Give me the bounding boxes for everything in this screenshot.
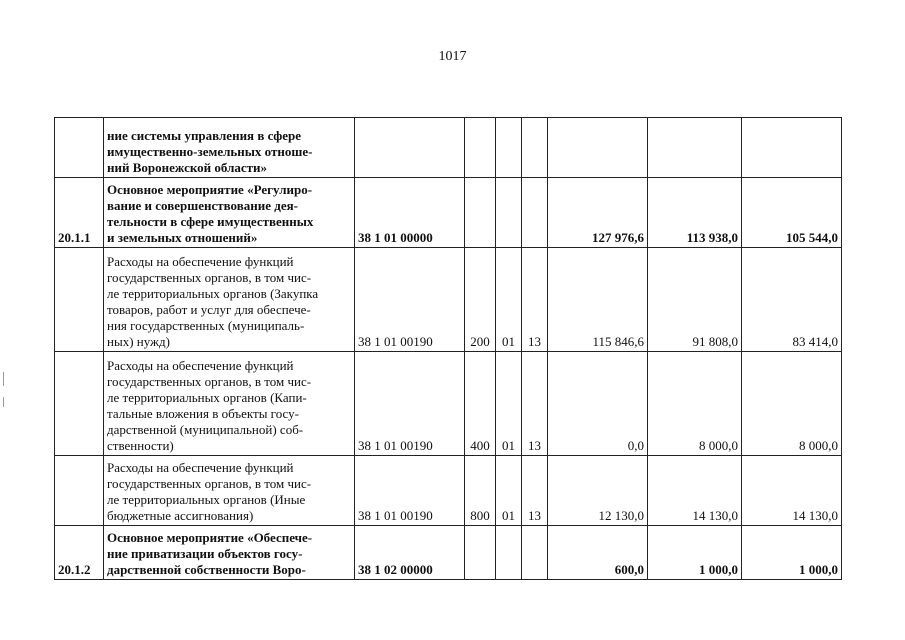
page-number: 1017 [438,49,467,64]
expense-type-code [465,118,496,178]
row-code: 20.1.1 [55,178,104,248]
table-row [55,456,842,526]
description-line: Основное мероприятие «Регулиро- [107,182,313,197]
amount-year-3: 8 000,0 [742,352,842,456]
description-line: ственности) [107,438,174,453]
budget-table [54,117,842,580]
row-code [55,118,104,178]
table-row [55,118,842,178]
target-article-code [355,118,465,178]
amount-year-1: 12 130,0 [548,456,648,526]
description-line: ле территориальных органов (Иные [107,492,306,507]
description-line: государственных органов, в том чис- [107,476,312,491]
scan-edge-mark [3,397,4,407]
table-row [55,178,842,248]
description-line: тельности в сфере имущественных [107,214,314,229]
section-code: 01 [496,248,522,352]
amount-year-1: 127 976,6 [548,178,648,248]
table-row [55,248,842,352]
row-description [104,456,355,526]
subsection-code [522,178,548,248]
row-description [104,248,355,352]
subsection-code: 13 [522,352,548,456]
section-code [496,178,522,248]
description-line: ние системы управления в сфере [107,128,301,143]
description-line: ных) нужд) [107,334,170,349]
expense-type-code: 200 [465,248,496,352]
description-line: Расходы на обеспечение функций [107,358,294,373]
description-line: ний Воронежской области» [107,160,268,175]
amount-year-2: 8 000,0 [648,352,742,456]
target-article-code: 38 1 01 00190 [355,352,465,456]
section-code: 01 [496,456,522,526]
description-line: ле территориальных органов (Закупка [107,286,319,301]
amount-year-3: 1 000,0 [742,526,842,580]
amount-year-1 [548,118,648,178]
section-code: 01 [496,352,522,456]
amount-year-1: 115 846,6 [548,248,648,352]
section-code [496,526,522,580]
description-line: бюджетные ассигнования) [107,508,254,523]
section-code [496,118,522,178]
amount-year-3: 105 544,0 [742,178,842,248]
description-line: имущественно-земельных отноше- [107,144,313,159]
scan-edge-mark [3,372,4,386]
amount-year-2: 91 808,0 [648,248,742,352]
description-line: дарственной собственности Воро- [107,562,306,577]
description-line: ния государственных (муниципаль- [107,318,305,333]
description-line: Расходы на обеспечение функций [107,254,294,269]
table-row [55,526,842,580]
amount-year-3 [742,118,842,178]
subsection-code: 13 [522,248,548,352]
row-description [104,178,355,248]
amount-year-2: 14 130,0 [648,456,742,526]
target-article-code: 38 1 01 00190 [355,248,465,352]
row-description [104,526,355,580]
subsection-code: 13 [522,456,548,526]
expense-type-code: 400 [465,352,496,456]
amount-year-2 [648,118,742,178]
row-code [55,248,104,352]
description-line: Расходы на обеспечение функций [107,460,294,475]
row-description [104,118,355,178]
amount-year-3: 83 414,0 [742,248,842,352]
description-line: и земельных отношений» [107,230,258,245]
table-row [55,352,842,456]
row-code [55,352,104,456]
amount-year-1: 600,0 [548,526,648,580]
description-line: ле территориальных органов (Капи- [107,390,307,405]
table-body [55,118,842,580]
description-line: государственных органов, в том чис- [107,270,312,285]
description-line: вание и совершенствование дея- [107,198,298,213]
row-code [55,456,104,526]
expense-type-code [465,526,496,580]
amount-year-1: 0,0 [548,352,648,456]
amount-year-2: 1 000,0 [648,526,742,580]
description-line: Основное мероприятие «Обеспече- [107,530,313,545]
amount-year-2: 113 938,0 [648,178,742,248]
expense-type-code [465,178,496,248]
description-line: тальные вложения в объекты госу- [107,406,299,421]
description-line: ние приватизации объектов госу- [107,546,303,561]
description-line: государственных органов, в том чис- [107,374,312,389]
amount-year-3: 14 130,0 [742,456,842,526]
target-article-code: 38 1 01 00000 [355,178,465,248]
description-line: товаров, работ и услуг для обеспече- [107,302,311,317]
target-article-code: 38 1 02 00000 [355,526,465,580]
description-line: дарственной (муниципальной) соб- [107,422,304,437]
target-article-code: 38 1 01 00190 [355,456,465,526]
expense-type-code: 800 [465,456,496,526]
subsection-code [522,118,548,178]
row-code: 20.1.2 [55,526,104,580]
row-description [104,352,355,456]
subsection-code [522,526,548,580]
